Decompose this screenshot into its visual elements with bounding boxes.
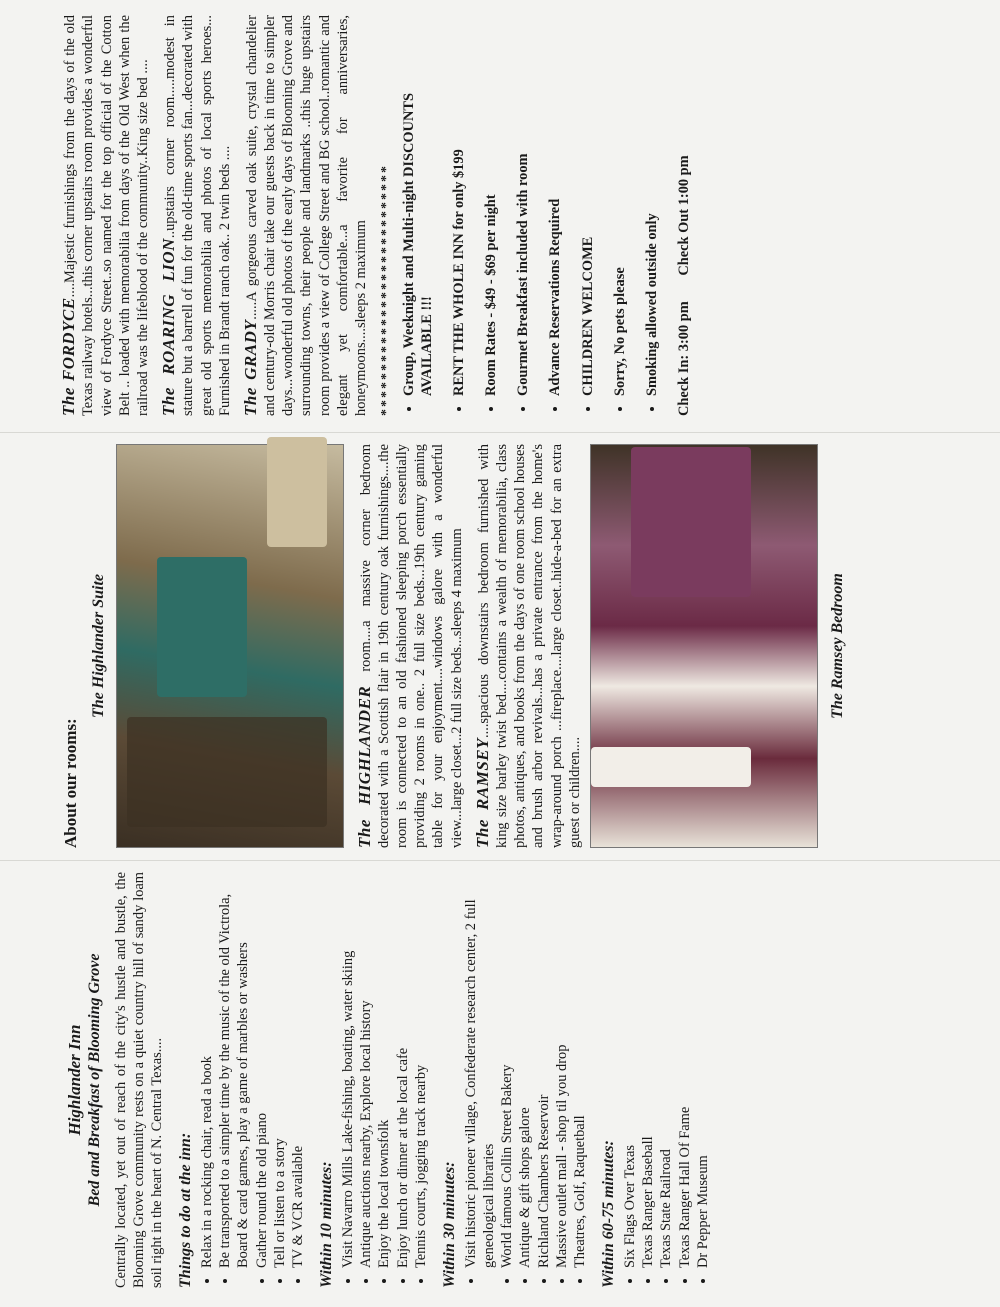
window-shape: [591, 747, 751, 787]
room-prefix: The: [472, 819, 492, 848]
bed-shape: [157, 557, 247, 697]
list-item: • Be transported to a simpler time by the music of the old Victrola, Board & card games, play a game of marbles or washers: [216, 872, 252, 1268]
room-prefix: The: [354, 819, 374, 848]
list-item: • Gather round the old piano: [253, 872, 271, 1268]
ramsey-bedroom-photo: [590, 444, 818, 848]
list-item: • Relax in a rocking chair, read a book: [198, 872, 216, 1268]
list-item: • Enjoy lunch or dinner at the local cafe: [394, 872, 412, 1268]
list-item: • Enjoy the local townsfolk: [375, 872, 393, 1268]
wall-shape: [127, 717, 327, 827]
list-item: • Theatres, Golf, Raquetball: [571, 872, 589, 1268]
room-text: ....spacious downstairs bedroom furnished with king size barley twist bed....contains a wealth of memorabilia, class photos, antiques, and books from the days of one room school houses and brush arbor revivals...has a private entrance from the home's wrap-around porch ...fireplace....large closet..hide-a-bed for an extra guest or children....: [475, 444, 583, 848]
list-item: • Texas State Railroad: [657, 872, 675, 1268]
feature-item: • Smoking allowed outside only: [643, 15, 661, 396]
feature-item: • Room Rates - $49 - $69 per night: [482, 15, 500, 396]
room-text: ..upstairs corner room.....modest in stature but a barrell of fun for the old-time sports fan...decorated with great old sports memorabilia and photos of local sports heroes... Furnished in Brandt ranch oak.. 2 twin beds ....: [161, 15, 233, 416]
list-item: • Tell or listen to a story: [271, 872, 289, 1268]
check-out-time: Check Out 1:00 pm: [675, 155, 692, 276]
star-divider: ****************************: [379, 164, 395, 416]
list-item: • Texas Ranger Hall Of Fame: [676, 872, 694, 1268]
section-heading: Within 10 minutes:: [317, 1161, 335, 1288]
list-item: • Antique auctions nearby, Explore local history: [357, 872, 375, 1268]
room-text: .....A gorgeous carved oak suite, crystal chandelier and century-old Morris chair take our guests back in time to simpler days...wonderful old photos of the early days of Blooming Grove and surrounding towns, their people and landmarks ..this huge upstairs room provides a view of College Street and BG school..romantic and elegant yet comfortable...a favorite for anniversaries, honeymoons....sleeps 2 maximum: [243, 15, 369, 416]
highlander-description: [354, 444, 466, 848]
rooms-heading: About our rooms:: [61, 718, 80, 848]
list-item: • Dr Pepper Museum: [694, 872, 712, 1268]
panel-intro: [50, 860, 711, 1300]
feature-item: • CHILDREN WELCOME: [579, 15, 597, 396]
bed-shape: [631, 447, 751, 597]
room-text: ....Majestic furnishings from the days of the old Texas railway hotels...this corner upstairs room provides a wonderful view of Fordyce Street..so named for the top official of the Cotton Belt .. loaded with memorabilia from days of the Old West when the railroad was the lifeblood of the community..King size bed ....: [62, 15, 151, 416]
room-name: HIGHLANDER: [354, 685, 374, 806]
panel-more-rooms: [48, 3, 953, 428]
ramsey-description: [472, 444, 584, 848]
activity-list: [621, 872, 712, 1288]
list-item: • Richland Chambers Reservoir: [535, 872, 553, 1268]
feature-item: • Group, Weeknight and Multi-night DISCOUNTS AVAILABLE !!!: [400, 15, 436, 396]
checkin-times: [675, 15, 693, 416]
activity-list: [198, 872, 307, 1288]
list-item: • Tennis courts, jogging track nearby: [412, 872, 430, 1268]
section-heading: Within 30 minutes:: [440, 1161, 458, 1288]
section-heading: Within 60-75 minutes:: [599, 1140, 617, 1288]
feature-item: • Sorry, No pets please: [611, 15, 629, 396]
section-heading: Things to do at the inn:: [176, 1132, 194, 1288]
list-item: • Visit Navarro Mills Lake-fishing, boating, water skiing: [339, 872, 357, 1268]
room-name: The FORDYCE: [59, 297, 78, 416]
room-text: room....a massive corner bedroom decorated with a Scottish flair in 19th century oak furnishings....the room is connected to an old fashioned sleeping porch essentially providing 2 rooms in one.. 2 full size beds...19th century gaming table for your enjoyment....windows galore with a wonderful view...large closet...2 full size beds...sleeps 4 maximum: [357, 444, 465, 848]
photo-caption: The Ramsey Bedroom: [828, 573, 846, 719]
fordyce-description: [58, 15, 152, 416]
rug-shape: [267, 437, 327, 547]
feature-item: • Gourmet Breakfast included with room: [514, 15, 532, 396]
feature-list: [400, 15, 661, 416]
list-item: • TV & VCR available: [289, 872, 307, 1268]
panel-rooms: [48, 432, 846, 860]
photo-caption: The Highlander Suite: [90, 573, 108, 719]
list-item: • Massive outlet mall - shop til you drop: [553, 872, 571, 1268]
activity-list: [462, 872, 589, 1288]
highlander-suite-photo: [116, 444, 344, 848]
room-name: The ROARING LION: [158, 238, 178, 416]
inn-title: Highlander Inn: [65, 1024, 84, 1136]
grady-description: [240, 15, 370, 416]
list-item: • Antique & gift shops galore: [516, 872, 534, 1268]
check-in-time: Check In: 3:00 pm: [675, 301, 692, 416]
roaring-lion-description: [158, 15, 234, 416]
intro-paragraph: Centrally located, yet out of reach of the city's hustle and bustle, the Blooming Grove community rests on a quiet country hill of sandy loam soil right in the heart of N. Central Texas....: [112, 872, 165, 1288]
list-item: • Six Flags Over Texas: [621, 872, 639, 1268]
room-name: The GRADY: [240, 319, 260, 416]
activity-list: [339, 872, 430, 1288]
list-item: • World famous Collin Street Bakery: [498, 872, 516, 1268]
room-name: RAMSEY: [472, 737, 492, 810]
inn-subtitle: Bed and Breakfast of Blooming Grove: [86, 953, 104, 1207]
list-item: • Texas Ranger Baseball: [639, 872, 657, 1268]
list-item: • Visit historic pioneer village, Confederate research center, 2 full geneological libraries: [462, 872, 498, 1268]
feature-item: • Advance Reservations Required: [546, 15, 564, 396]
feature-item: • RENT THE WHOLE INN for only $199: [450, 15, 468, 396]
